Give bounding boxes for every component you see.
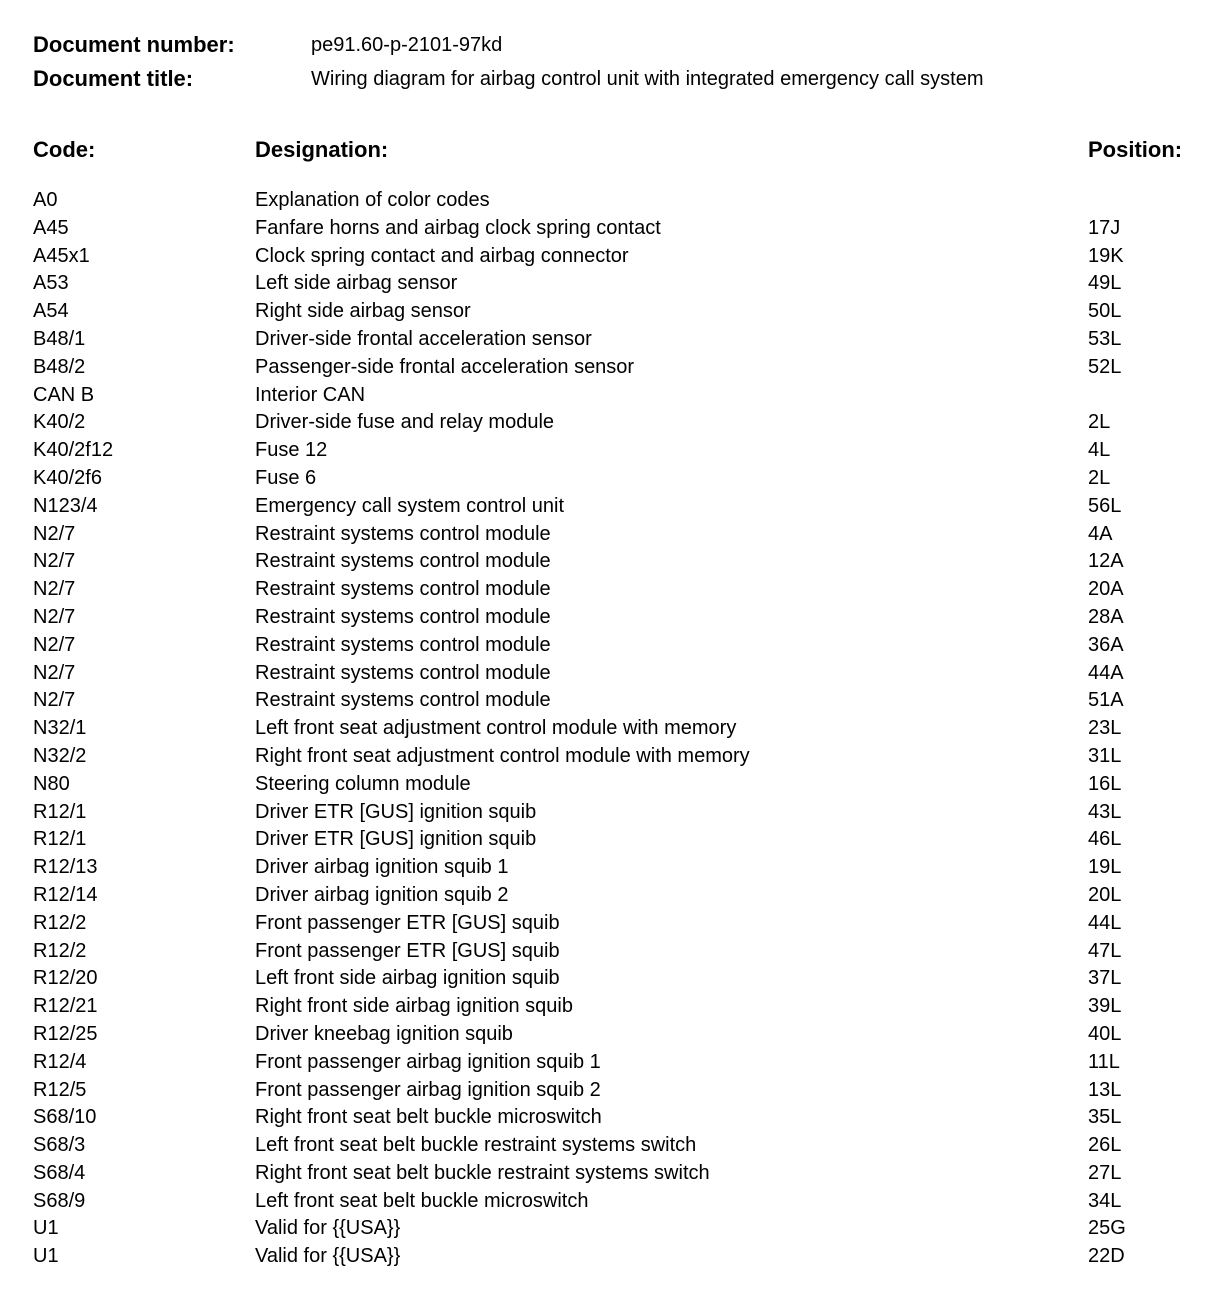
position-column-header: Position:	[1088, 137, 1183, 162]
table-row	[33, 1049, 1203, 1077]
table-row	[33, 354, 1203, 382]
row-position: 19K	[1088, 244, 1124, 267]
table-row	[33, 298, 1203, 326]
row-position: 22D	[1088, 1245, 1125, 1268]
table-row	[33, 660, 1203, 688]
table-row	[33, 243, 1203, 271]
row-designation: Right front seat belt buckle restraint systems switch	[255, 1161, 710, 1184]
table-row	[33, 854, 1203, 882]
row-designation: Driver ETR [GUS] ignition squib	[255, 828, 537, 851]
table-row	[33, 215, 1203, 243]
table-row	[33, 965, 1203, 993]
row-designation: Front passenger ETR [GUS] squib	[255, 939, 560, 962]
row-position: 56L	[1088, 494, 1122, 517]
row-position: 49L	[1088, 272, 1122, 295]
row-code: B48/1	[33, 327, 86, 350]
row-designation: Driver airbag ignition squib 1	[255, 856, 509, 879]
table-row	[33, 382, 1203, 410]
row-code: N2/7	[33, 633, 76, 656]
row-designation: Right front seat belt buckle microswitch	[255, 1106, 602, 1129]
row-designation: Driver kneebag ignition squib	[255, 1022, 513, 1045]
designation-column-header: Designation:	[255, 137, 389, 162]
row-designation: Restraint systems control module	[255, 689, 551, 712]
table-row	[33, 604, 1203, 632]
row-designation: Emergency call system control unit	[255, 494, 565, 517]
row-designation: Right side airbag sensor	[255, 300, 471, 323]
table-row	[33, 799, 1203, 827]
row-position: 20A	[1088, 578, 1124, 601]
row-code: A53	[33, 272, 69, 295]
row-code: R12/1	[33, 800, 87, 823]
row-code: A45	[33, 216, 69, 239]
row-designation: Front passenger ETR [GUS] squib	[255, 911, 560, 934]
row-designation: Right front side airbag ignition squib	[255, 995, 573, 1018]
table-row	[33, 1104, 1203, 1132]
row-designation: Restraint systems control module	[255, 550, 551, 573]
table-row	[33, 409, 1203, 437]
row-code: K40/2	[33, 411, 86, 434]
document-title-value: Wiring diagram for airbag control unit with integrated emergency call system	[311, 67, 984, 90]
row-code: N2/7	[33, 522, 76, 545]
row-position: 11L	[1088, 1050, 1120, 1073]
row-designation: Passenger-side frontal acceleration sensor	[255, 355, 635, 378]
row-position: 13L	[1088, 1078, 1122, 1101]
row-code: N32/2	[33, 744, 87, 767]
row-position: 47L	[1088, 939, 1122, 962]
row-code: N2/7	[33, 578, 76, 601]
row-position: 40L	[1088, 1022, 1122, 1045]
row-position: 4A	[1088, 522, 1113, 545]
row-position: 12A	[1088, 550, 1124, 573]
table-row	[33, 1021, 1203, 1049]
row-designation: Valid for {{USA}}	[255, 1217, 401, 1240]
row-designation: Restraint systems control module	[255, 633, 551, 656]
row-code: N2/7	[33, 550, 76, 573]
row-code: R12/4	[33, 1050, 87, 1073]
row-designation: Interior CAN	[255, 383, 366, 406]
row-code: S68/3	[33, 1134, 86, 1157]
row-position: 23L	[1088, 717, 1122, 740]
row-designation: Fuse 12	[255, 439, 328, 462]
row-position: 51A	[1088, 689, 1124, 712]
row-code: R12/1	[33, 828, 87, 851]
row-position: 52L	[1088, 355, 1122, 378]
table-row	[33, 1077, 1203, 1105]
row-position: 44A	[1088, 661, 1124, 684]
table-row	[33, 521, 1203, 549]
row-code: N2/7	[33, 689, 76, 712]
table-row	[33, 437, 1203, 465]
row-position: 26L	[1088, 1134, 1122, 1157]
row-position: 20L	[1088, 883, 1122, 906]
row-code: N123/4	[33, 494, 98, 517]
table-row	[33, 548, 1203, 576]
table-row	[33, 743, 1203, 771]
row-designation: Driver airbag ignition squib 2	[255, 883, 509, 906]
row-designation: Left front seat adjustment control module with memory	[255, 717, 737, 740]
row-designation: Steering column module	[255, 772, 471, 795]
row-position: 4L	[1088, 439, 1111, 462]
row-code: S68/10	[33, 1106, 97, 1129]
row-code: S68/4	[33, 1161, 86, 1184]
row-code: N2/7	[33, 661, 76, 684]
table-row	[33, 771, 1203, 799]
row-code: U1	[33, 1217, 59, 1240]
row-designation: Left front side airbag ignition squib	[255, 967, 560, 990]
table-row	[33, 910, 1203, 938]
row-code: N2/7	[33, 605, 76, 628]
row-code: R12/5	[33, 1078, 87, 1101]
row-position: 16L	[1088, 772, 1122, 795]
row-designation: Left side airbag sensor	[255, 272, 458, 295]
row-designation: Valid for {{USA}}	[255, 1245, 401, 1268]
table-row	[33, 1188, 1203, 1216]
row-designation: Restraint systems control module	[255, 578, 551, 601]
row-position: 31L	[1088, 744, 1122, 767]
row-code: K40/2f6	[33, 466, 102, 489]
row-designation: Front passenger airbag ignition squib 1	[255, 1050, 601, 1073]
document-number-value: pe91.60-p-2101-97kd	[311, 33, 503, 56]
table-row	[33, 632, 1203, 660]
row-position: 44L	[1088, 911, 1122, 934]
table-row	[33, 1215, 1203, 1243]
table-row	[33, 993, 1203, 1021]
row-code: R12/21	[33, 995, 98, 1018]
row-position: 35L	[1088, 1106, 1122, 1129]
row-code: A54	[33, 300, 69, 323]
table-row	[33, 715, 1203, 743]
row-position: 46L	[1088, 828, 1122, 851]
row-code: B48/2	[33, 355, 86, 378]
table-row	[33, 826, 1203, 854]
row-position: 50L	[1088, 300, 1122, 323]
row-designation: Restraint systems control module	[255, 661, 551, 684]
document-title-row	[33, 62, 984, 96]
table-row	[33, 465, 1203, 493]
row-position: 2L	[1088, 411, 1111, 434]
component-table	[33, 187, 1203, 1271]
row-code: R12/25	[33, 1022, 98, 1045]
row-code: S68/9	[33, 1189, 86, 1212]
row-designation: Left front seat belt buckle microswitch	[255, 1189, 589, 1212]
row-code: R12/20	[33, 967, 98, 990]
row-position: 17J	[1088, 216, 1121, 239]
row-code: R12/14	[33, 883, 98, 906]
row-designation: Driver-side frontal acceleration sensor	[255, 327, 592, 350]
row-designation: Restraint systems control module	[255, 522, 551, 545]
table-row	[33, 687, 1203, 715]
row-code: R12/2	[33, 911, 87, 934]
table-row	[33, 882, 1203, 910]
row-code: A45x1	[33, 244, 90, 267]
row-position: 53L	[1088, 327, 1122, 350]
row-designation: Clock spring contact and airbag connector	[255, 244, 629, 267]
table-row	[33, 1243, 1203, 1271]
row-position: 36A	[1088, 633, 1124, 656]
row-designation: Left front seat belt buckle restraint systems switch	[255, 1134, 697, 1157]
row-position: 43L	[1088, 800, 1122, 823]
row-code: A0	[33, 189, 58, 211]
row-designation: Driver ETR [GUS] ignition squib	[255, 800, 537, 823]
row-designation: Driver-side fuse and relay module	[255, 411, 555, 434]
row-designation: Fanfare horns and airbag clock spring contact	[255, 216, 661, 239]
document-header	[33, 28, 984, 96]
row-position: 19L	[1088, 856, 1122, 879]
table-row	[33, 1132, 1203, 1160]
row-position: 39L	[1088, 995, 1122, 1018]
row-code: R12/2	[33, 939, 87, 962]
table-row	[33, 938, 1203, 966]
table-row	[33, 326, 1203, 354]
document-title-label: Document title:	[33, 66, 194, 91]
row-position: 28A	[1088, 605, 1124, 628]
row-designation: Front passenger airbag ignition squib 2	[255, 1078, 601, 1101]
row-position: 27L	[1088, 1161, 1122, 1184]
table-row	[33, 493, 1203, 521]
code-column-header: Code:	[33, 137, 96, 162]
table-row	[33, 1160, 1203, 1188]
row-designation: Fuse 6	[255, 466, 317, 489]
row-code: U1	[33, 1245, 59, 1268]
row-designation: Right front seat adjustment control module with memory	[255, 744, 750, 767]
row-code: R12/13	[33, 856, 98, 879]
table-row	[33, 187, 1203, 215]
row-code: CAN B	[33, 383, 95, 406]
row-code: N80	[33, 772, 70, 795]
row-designation: Restraint systems control module	[255, 605, 551, 628]
document-number-label: Document number:	[33, 32, 235, 57]
document-number-row	[33, 28, 984, 62]
table-header	[33, 133, 1203, 167]
row-position: 25G	[1088, 1217, 1126, 1240]
row-code: K40/2f12	[33, 439, 114, 462]
row-position: 34L	[1088, 1189, 1122, 1212]
table-row	[33, 270, 1203, 298]
row-code: N32/1	[33, 717, 87, 740]
table-row	[33, 576, 1203, 604]
row-position: 37L	[1088, 967, 1122, 990]
row-designation: Explanation of color codes	[255, 189, 490, 211]
row-position: 2L	[1088, 466, 1111, 489]
